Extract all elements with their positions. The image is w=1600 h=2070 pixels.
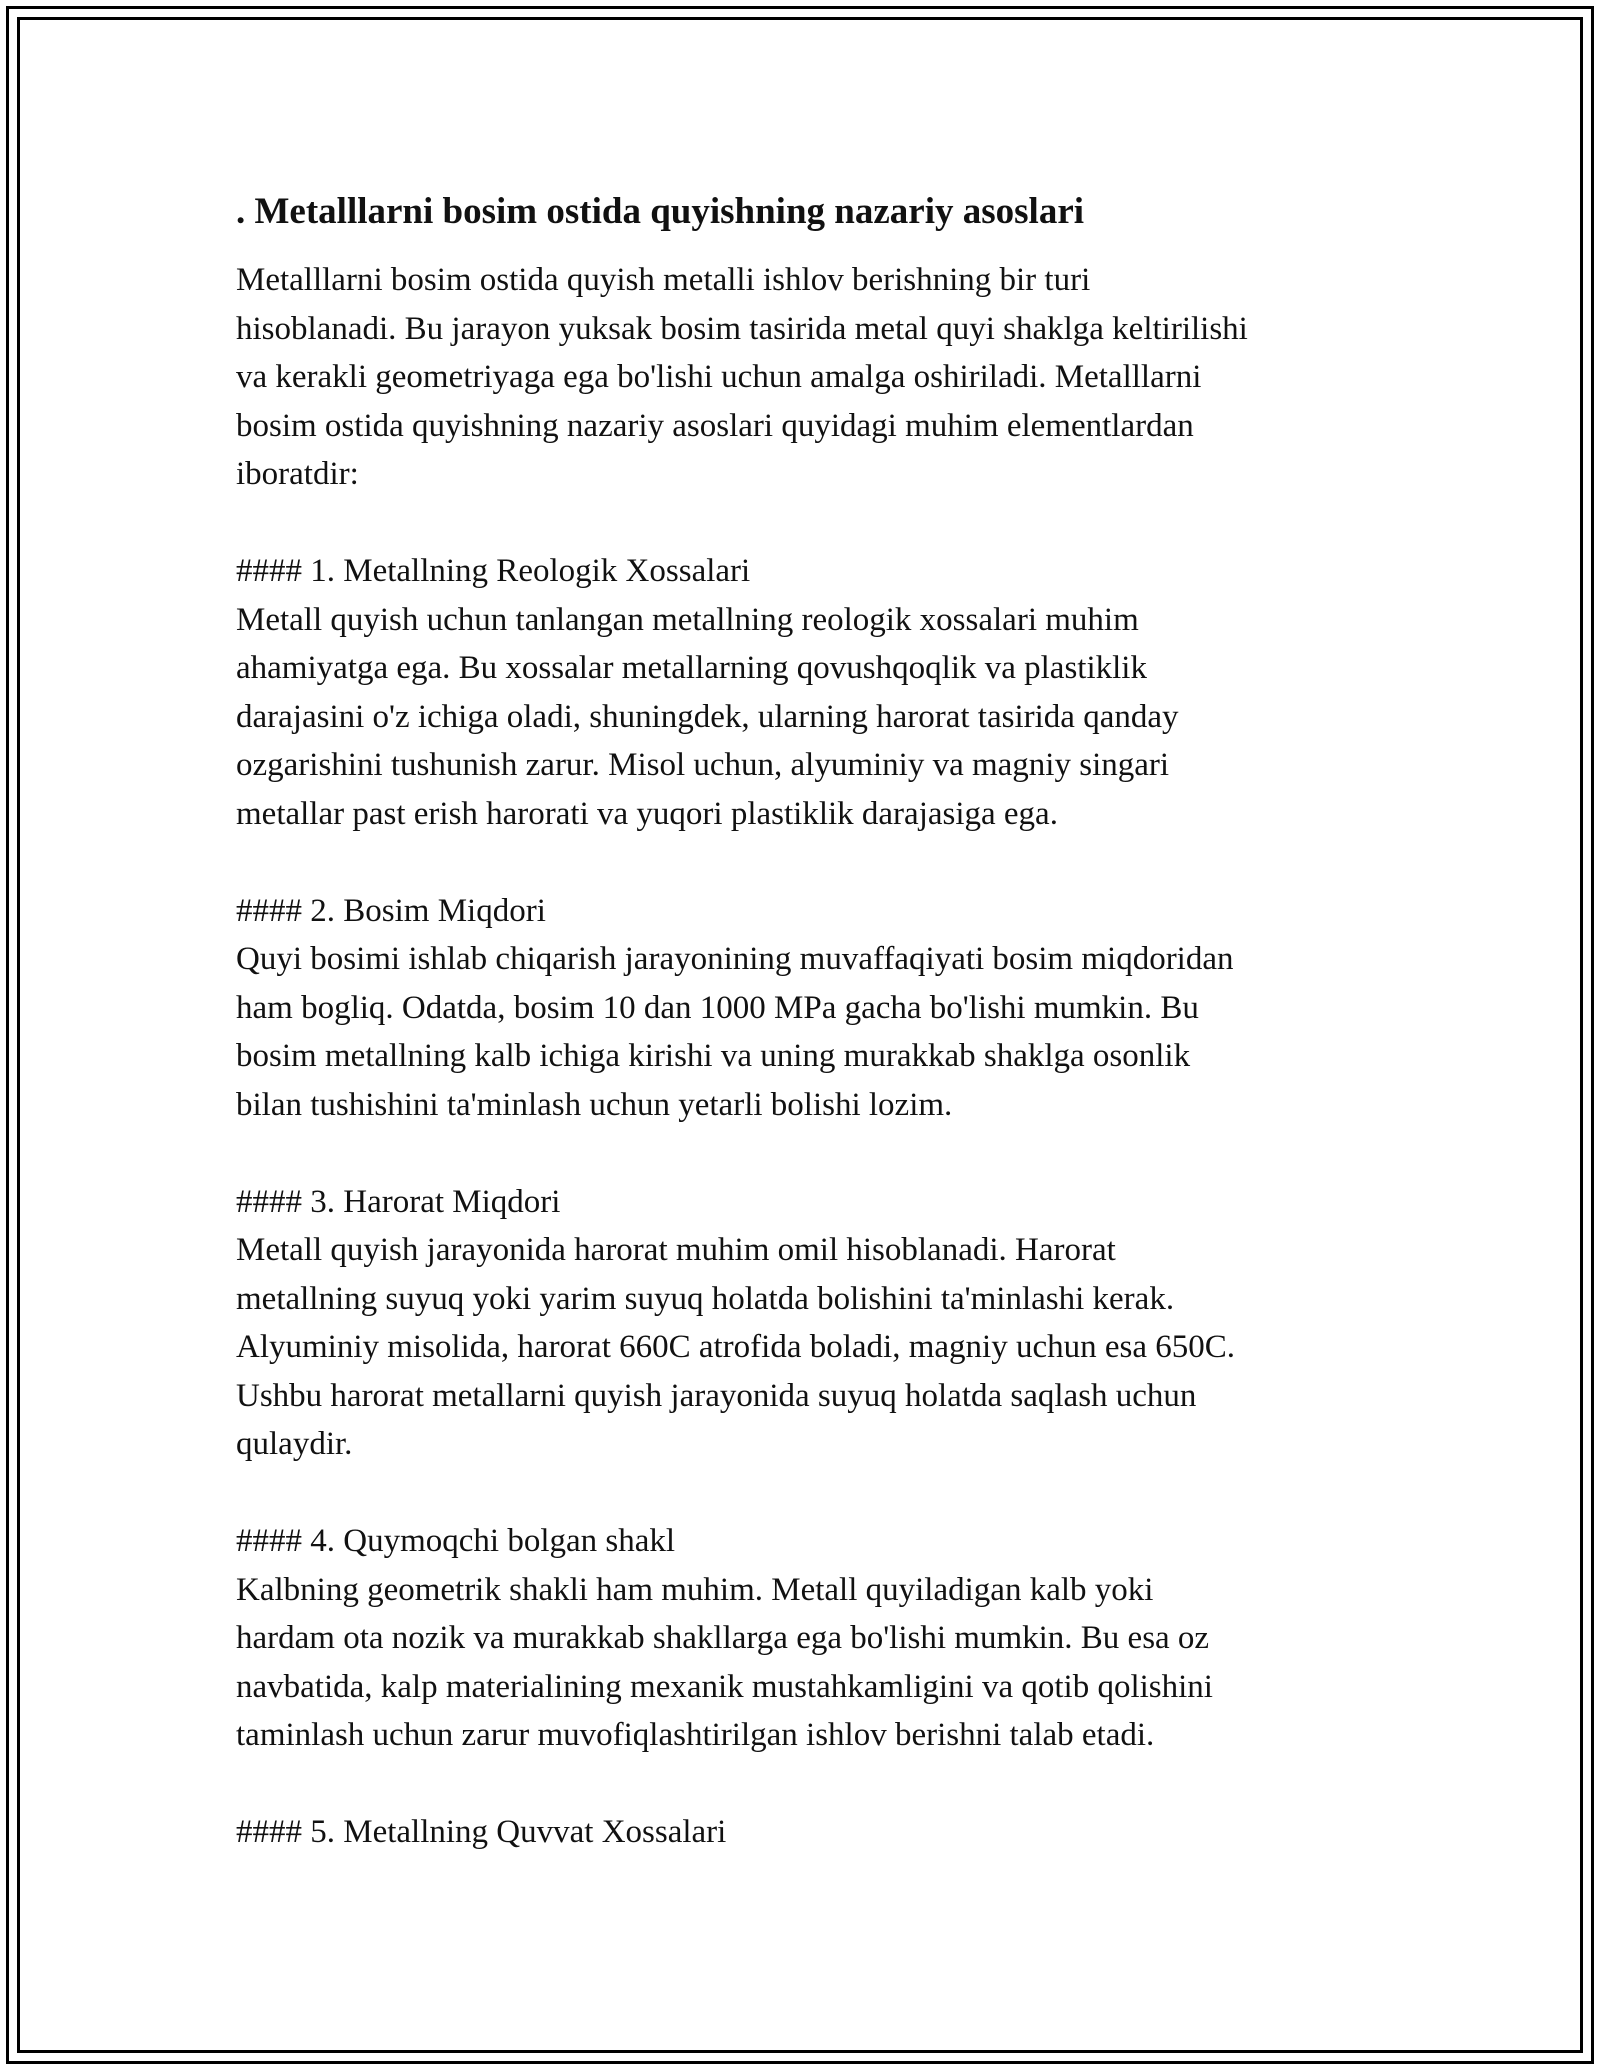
section-line: Quyi bosimi ishlab chiqarish jarayonining muvaffaqiyati bosim miqdoridan (236, 941, 1234, 977)
section-line: ozgarishini tushunish zarur. Misol uchun, alyuminiy va magniy singari (236, 747, 1170, 783)
section-5 (236, 1808, 1366, 1857)
paragraph-spacer (236, 838, 1366, 887)
section-heading: #### 4. Quymoqchi bolgan shakl (236, 1523, 676, 1559)
section-line: ham bogliq. Odatda, bosim 10 dan 1000 MPa gacha bo'lishi mumkin. Bu (236, 989, 1199, 1026)
document-title: . Metalllarni bosim ostida quyishning nazariy asoslari (236, 191, 1085, 232)
section-3 (236, 1178, 1366, 1469)
paragraph-spacer (236, 1469, 1366, 1518)
section-line: darajasini o'z ichiga oladi, shuningdek, ularning harorat tasirida qanday (236, 698, 1179, 735)
intro-line: va kerakli geometriyaga ega bo'lishi uchun amalga oshiriladi. Metalllarni (236, 359, 1202, 395)
section-heading: #### 2. Bosim Miqdori (236, 892, 546, 929)
paragraph-spacer (236, 1760, 1366, 1809)
section-line: taminlash uchun zarur muvofiqlashtirilgan ishlov berishni talab etadi. (236, 1717, 1155, 1753)
intro-line: hisoblanadi. Bu jarayon yuksak bosim tasirida metal quyi shaklga keltirilishi (236, 310, 1248, 347)
paragraph-spacer (236, 1129, 1366, 1178)
document-body (236, 186, 1366, 1857)
section-line: Kalbning geometrik shakli ham muhim. Metall quyiladigan kalb yoki (236, 1571, 1154, 1608)
section-4 (236, 1517, 1366, 1760)
section-paragraph (236, 1226, 1366, 1469)
section-line: bosim metallning kalb ichiga kirishi va uning murakkab shaklga osonlik (236, 1038, 1191, 1074)
section-heading: #### 3. Harorat Miqdori (236, 1183, 561, 1220)
section-line: Ushbu harorat metallarni quyish jarayonida suyuq holatda saqlash uchun (236, 1377, 1197, 1414)
section-1 (236, 547, 1366, 838)
section-line: Metall quyish jarayonida harorat muhim omil hisoblanadi. Harorat (236, 1232, 1116, 1268)
intro-line: Metalllarni bosim ostida quyish metalli ishlov berishning bir turi (236, 262, 1091, 298)
intro-line: bosim ostida quyishning nazariy asoslari quyidagi muhim elementlardan (236, 407, 1194, 444)
section-line: qulaydir. (236, 1426, 353, 1462)
section-paragraph (236, 1566, 1366, 1760)
section-line: Alyuminiy misolida, harorat 660C atrofida boladi, magniy uchun esa 650C. (236, 1329, 1235, 1365)
section-line: navbatida, kalp materialining mexanik mustahkamligini va qotib qolishini (236, 1668, 1213, 1705)
intro-paragraph (236, 256, 1366, 499)
section-heading: #### 1. Metallning Reologik Xossalari (236, 553, 751, 589)
section-line: ahamiyatga ega. Bu xossalar metallarning qovushqoqlik va plastiklik (236, 650, 1147, 686)
section-line: metallning suyuq yoki yarim suyuq holatda bolishini ta'minlashi kerak. (236, 1280, 1175, 1317)
section-line: metallar past erish harorati va yuqori plastiklik darajasiga ega. (236, 795, 1058, 832)
section-paragraph (236, 596, 1366, 839)
intro-line: iboratdir: (236, 456, 359, 492)
section-heading: #### 5. Metallning Quvvat Xossalari (236, 1814, 727, 1850)
section-paragraph (236, 935, 1366, 1129)
section-line: hardam ota nozik va murakkab shakllarga ega bo'lishi mumkin. Bu esa oz (236, 1620, 1210, 1656)
paragraph-spacer (236, 499, 1366, 548)
section-line: bilan tushishini ta'minlash uchun yetarli bolishi lozim. (236, 1086, 953, 1123)
section-line: Metall quyish uchun tanlangan metallning reologik xossalari muhim (236, 601, 1139, 638)
section-2 (236, 887, 1366, 1130)
